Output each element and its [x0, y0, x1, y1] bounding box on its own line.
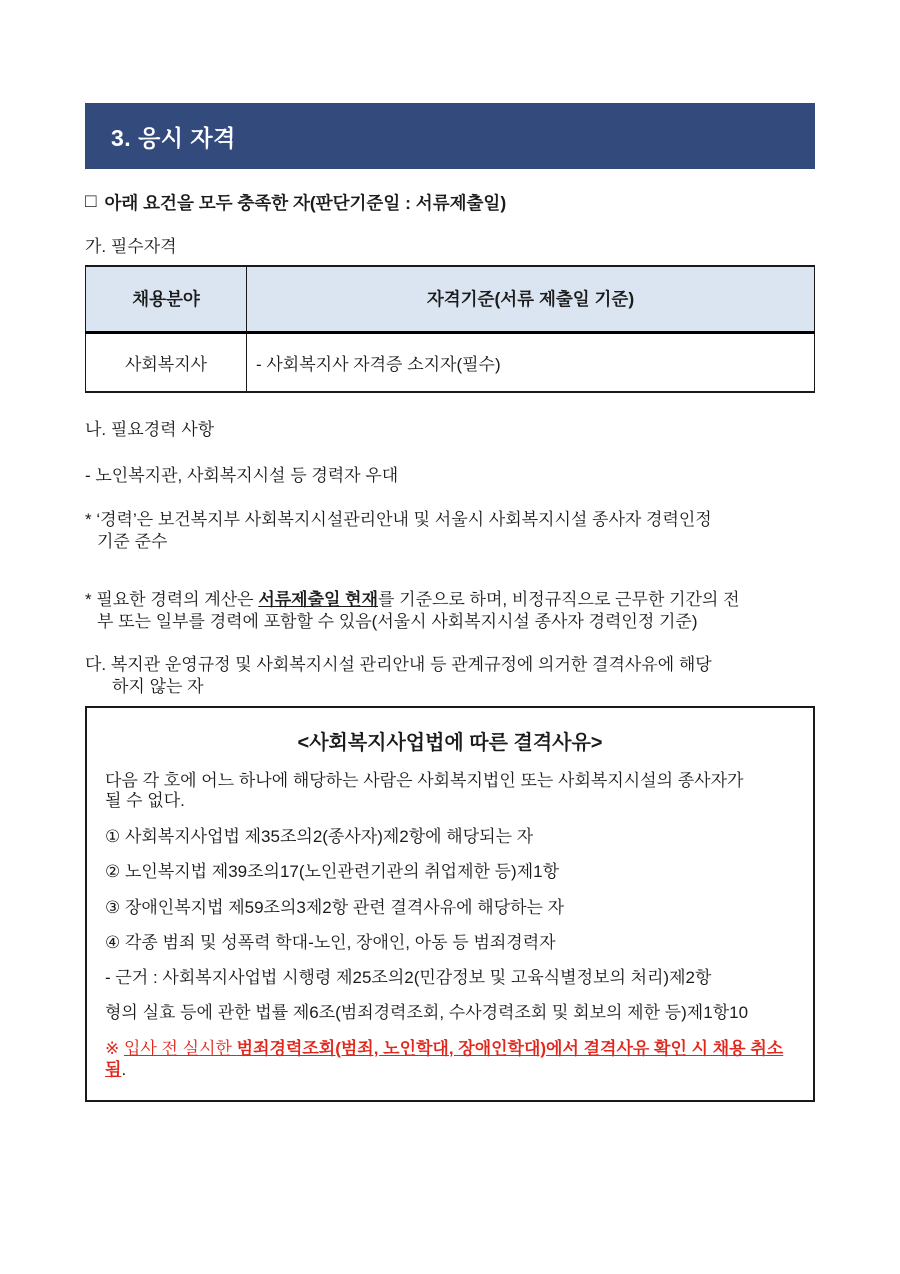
column-header-criteria: 자격기준(서류 제출일 기준): [247, 266, 815, 332]
qualification-table: [85, 265, 815, 393]
disqualification-item-2: ② 노인복지법 제39조의17(노인관련기관의 취업제한 등)제1항: [105, 862, 560, 882]
page-content: [85, 0, 815, 1274]
subsection-b-label: 나. 필요경력 사항: [85, 420, 215, 439]
note1-line1: * ‘경력’은 보건복지부 사회복지시설관리안내 및 서울시 사회복지시설 종사자 경력인정: [85, 510, 712, 530]
disqualification-item-3: ③ 장애인복지법 제59조의3제2항 관련 결격사유에 해당하는 자: [105, 897, 565, 917]
warning-period: .: [121, 1059, 127, 1079]
disqualification-intro-line2: 될 수 없다.: [105, 791, 185, 811]
disqualification-item-1: ① 사회복지사업법 제35조의2(종사자)제2항에 해당되는 자: [105, 827, 534, 847]
note2-suffix: 를 기준으로 하며, 비정규직으로 근무한 기간의 전: [378, 590, 740, 610]
disqualification-box-title: <사회복지사업법에 따른 결격사유>: [297, 731, 603, 754]
disqualification-item-4: ④ 각종 범죄 및 성폭력 학대-노인, 장애인, 아동 등 범죄경력자: [105, 932, 556, 952]
subsection-c-line2: 하지 않는 자: [112, 676, 204, 696]
table-header-row: [86, 266, 815, 332]
warning-regular-part: 입사 전 실시한: [123, 1038, 237, 1058]
cell-criteria: - 사회복지사 자격증 소지자(필수): [256, 354, 501, 374]
note2-emphasis: 서류제출일 현재: [258, 590, 378, 610]
subsection-a-label: 가. 필수자격: [85, 237, 177, 256]
checkbox-icon: □: [85, 190, 97, 212]
requirement-text: 아래 요건을 모두 충족한 자(판단기준일 : 서류제출일): [104, 193, 507, 213]
criminal-check-warning: [105, 1038, 795, 1081]
disqualification-intro: [105, 771, 795, 812]
disqualification-basis-line: - 근거 : 사회복지사업법 시행령 제25조의2(민감정보 및 고육식별정보의 처리)제2항: [105, 968, 712, 988]
section-title: 3. 응시 자격: [111, 124, 236, 151]
column-header-field: 채용분야: [86, 266, 247, 332]
warning-bold-part: 범죄경력조회(범죄, 노인학대, 장애인학대)에서 결격사유 확인 시 채용 취소됨: [105, 1038, 784, 1079]
experience-note-1: [85, 509, 815, 553]
note2-prefix: * 필요한 경력의 계산은: [85, 590, 259, 610]
disqualification-law-line: 형의 실효 등에 관한 법률 제6조(범죄경력조회, 수사경력조회 및 회보의 제한 등)제1항10: [105, 1003, 749, 1023]
cell-field: 사회복지사: [86, 332, 247, 392]
note2-line1: [85, 589, 815, 611]
experience-note-2: [85, 589, 815, 633]
disqualification-box: [85, 706, 815, 1102]
disqualification-intro-line1: 다음 각 호에 어느 하나에 해당하는 사람은 사회복지법인 또는 사회복지시설의 종사자가: [105, 770, 744, 790]
subsection-c-line1: 다. 복지관 운영규정 및 사회복지시설 관리안내 등 관계규정에 의거한 결격사유에 해당: [85, 654, 712, 674]
table-row: [86, 332, 815, 392]
note2-line2: 부 또는 일부를 경력에 포함할 수 있음(서울시 사회복지시설 종사자 경력인정 기준): [97, 612, 698, 632]
requirement-line: [85, 190, 815, 215]
section-header-bar: [85, 103, 815, 169]
reference-mark: ※: [105, 1038, 124, 1058]
note1-line2: 기준 준수: [97, 532, 168, 552]
experience-preference-line: - 노인복지관, 사회복지시설 등 경력자 우대: [85, 466, 399, 486]
subsection-c: [85, 654, 815, 698]
